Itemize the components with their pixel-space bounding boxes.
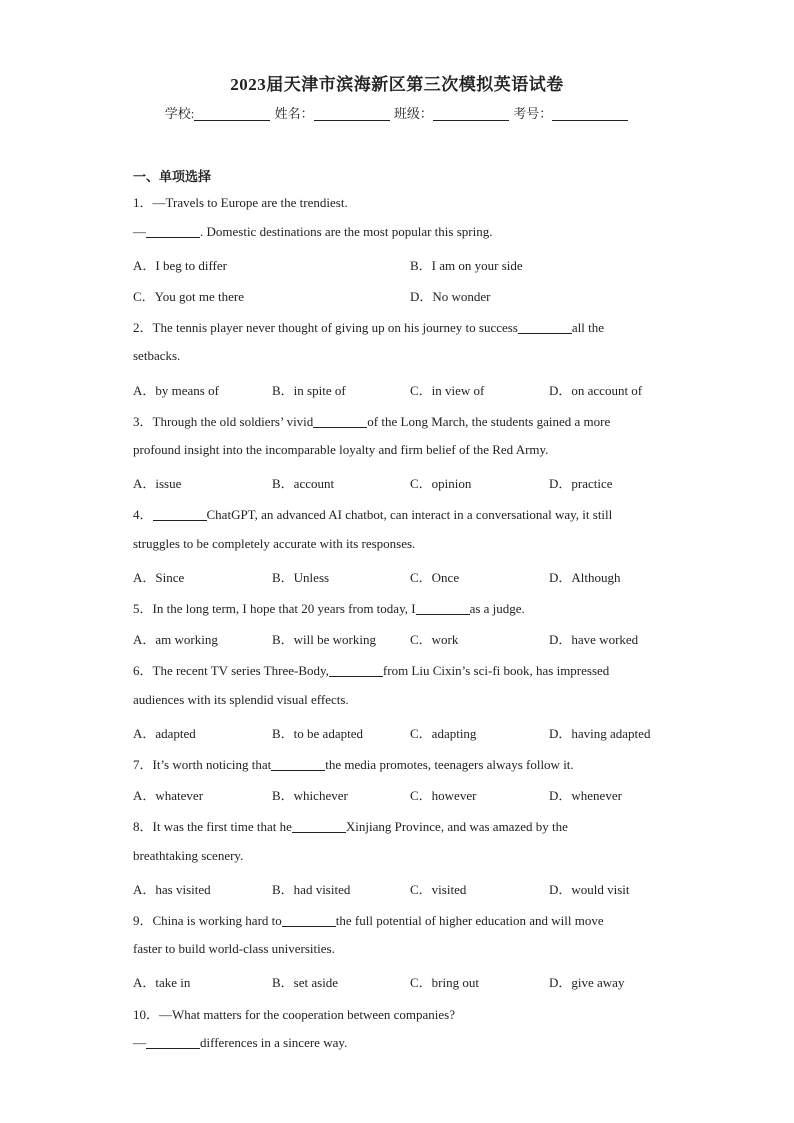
q8-option-a[interactable]: A．has visited xyxy=(133,882,211,897)
name-label: 姓名： xyxy=(274,106,314,121)
q8-stem-line2: breathtaking scenery. xyxy=(133,848,244,863)
q7-blank xyxy=(271,758,325,771)
q8-text-a: 8．It was the first time that he xyxy=(133,819,292,834)
q3-text-b: of the Long March, the students gained a more xyxy=(367,414,611,429)
q9-stem xyxy=(133,910,604,929)
q8-option-b[interactable]: B．had visited xyxy=(272,882,351,897)
q3-option-a[interactable]: A．issue xyxy=(133,476,182,491)
q6-text-a: 6．The recent TV series Three-Body, xyxy=(133,663,329,678)
q1-option-b[interactable]: B．I am on your side xyxy=(410,258,523,273)
q1-option-c[interactable]: C．You got me there xyxy=(133,289,244,304)
q2-option-c[interactable]: C．in view of xyxy=(410,383,485,398)
q1-option-d[interactable]: D．No wonder xyxy=(410,289,491,304)
q6-option-d[interactable]: D．having adapted xyxy=(549,726,651,741)
school-label: 学校: xyxy=(164,106,195,121)
q5-text-a: 5．In the long term, I hope that 20 years from today, I xyxy=(133,601,416,616)
q4-option-c[interactable]: C．Once xyxy=(410,570,460,585)
q7-option-c[interactable]: C．however xyxy=(410,788,477,803)
q1-dash: — xyxy=(133,224,146,239)
q6-text-b: from Liu Cixin’s sci-fi book, has impressed xyxy=(382,663,610,678)
q6-stem-line2: audiences with its splendid visual effects. xyxy=(133,692,349,707)
q7-option-d[interactable]: D．whenever xyxy=(549,788,622,803)
q5-stem xyxy=(133,598,525,617)
q4-text-a: 4． xyxy=(133,507,153,522)
q9-option-a[interactable]: A．take in xyxy=(133,975,191,990)
q6-stem xyxy=(133,660,609,679)
q9-option-d[interactable]: D．give away xyxy=(549,975,625,990)
number-blank[interactable] xyxy=(552,106,628,121)
q1-text: . Domestic destinations are the most popular this spring. xyxy=(200,224,493,239)
q10-blank xyxy=(146,1036,200,1049)
q2-option-a[interactable]: A．by means of xyxy=(133,383,219,398)
q4-blank xyxy=(153,508,207,521)
q10-dash: — xyxy=(133,1035,146,1050)
name-blank[interactable] xyxy=(314,106,390,121)
q10-text: differences in a sincere way. xyxy=(200,1035,348,1050)
q5-option-a[interactable]: A．am working xyxy=(133,632,218,647)
q2-text-a: 2．The tennis player never thought of giving up on his journey to success xyxy=(133,320,518,335)
q8-option-c[interactable]: C．visited xyxy=(410,882,467,897)
class-label: 班级： xyxy=(393,106,433,121)
q3-option-d[interactable]: D．practice xyxy=(549,476,613,491)
q8-stem xyxy=(133,816,568,835)
q3-option-c[interactable]: C．opinion xyxy=(410,476,472,491)
q2-option-b[interactable]: B．in spite of xyxy=(272,383,346,398)
q7-text-b: the media promotes, teenagers always follow it. xyxy=(325,757,574,772)
q4-text-b: ChatGPT, an advanced AI chatbot, can interact in a conversational way, it still xyxy=(206,507,613,522)
q3-stem xyxy=(133,411,610,430)
q4-stem-line2: struggles to be completely accurate with its responses. xyxy=(133,536,416,551)
q9-text-a: 9．China is working hard to xyxy=(133,913,282,928)
q8-blank xyxy=(292,820,346,833)
q7-text-a: 7．It’s worth noticing that xyxy=(133,757,272,772)
q1-option-a[interactable]: A．I beg to differ xyxy=(133,258,227,273)
section-heading: 一、单项选择 xyxy=(133,169,212,184)
q5-text-b: as a judge. xyxy=(469,601,525,616)
q4-option-a[interactable]: A．Since xyxy=(133,570,185,585)
q6-option-b[interactable]: B．to be adapted xyxy=(272,726,363,741)
q9-option-c[interactable]: C．bring out xyxy=(410,975,479,990)
q9-text-b: the full potential of higher education and will move xyxy=(335,913,604,928)
q3-blank xyxy=(313,415,367,428)
q3-stem-line2: profound insight into the incomparable loyalty and firm belief of the Red Army. xyxy=(133,442,549,457)
q9-blank xyxy=(282,914,336,927)
q5-option-b[interactable]: B．will be working xyxy=(272,632,376,647)
number-label: 考号： xyxy=(513,106,553,121)
q10-stem-line2 xyxy=(133,1035,347,1051)
q10-stem: 10．—What matters for the cooperation between companies? xyxy=(133,1007,455,1022)
q5-option-c[interactable]: C．work xyxy=(410,632,459,647)
q6-option-a[interactable]: A．adapted xyxy=(133,726,196,741)
q2-text-b: all the xyxy=(571,320,605,335)
q9-stem-line2: faster to build world-class universities. xyxy=(133,941,335,956)
q1-blank xyxy=(146,225,200,238)
q1-stem-line2 xyxy=(133,224,492,240)
q2-blank xyxy=(518,321,572,334)
q2-option-d[interactable]: D．on account of xyxy=(549,383,643,398)
school-blank[interactable] xyxy=(194,106,270,121)
q6-blank xyxy=(329,664,383,677)
q1-stem: 1．—Travels to Europe are the trendiest. xyxy=(133,195,348,210)
q7-stem xyxy=(133,754,574,773)
q5-blank xyxy=(416,602,470,615)
q4-option-d[interactable]: D．Although xyxy=(549,570,621,585)
q2-stem-line2: setbacks. xyxy=(133,348,181,363)
exam-title: 2023届天津市滨海新区第三次模拟英语试卷 xyxy=(230,75,564,94)
q2-stem xyxy=(133,317,604,336)
q7-option-b[interactable]: B．whichever xyxy=(272,788,348,803)
class-blank[interactable] xyxy=(433,106,509,121)
q9-option-b[interactable]: B．set aside xyxy=(272,975,339,990)
q6-option-c[interactable]: C．adapting xyxy=(410,726,477,741)
q4-stem xyxy=(133,504,612,523)
q8-text-b: Xinjiang Province, and was amazed by the xyxy=(345,819,568,834)
q3-text-a: 3．Through the old soldiers’ vivid xyxy=(133,414,314,429)
q4-option-b[interactable]: B．Unless xyxy=(272,570,330,585)
q7-option-a[interactable]: A．whatever xyxy=(133,788,204,803)
q8-option-d[interactable]: D．would visit xyxy=(549,882,630,897)
student-info-row xyxy=(0,103,794,122)
q3-option-b[interactable]: B．account xyxy=(272,476,335,491)
q5-option-d[interactable]: D．have worked xyxy=(549,632,639,647)
